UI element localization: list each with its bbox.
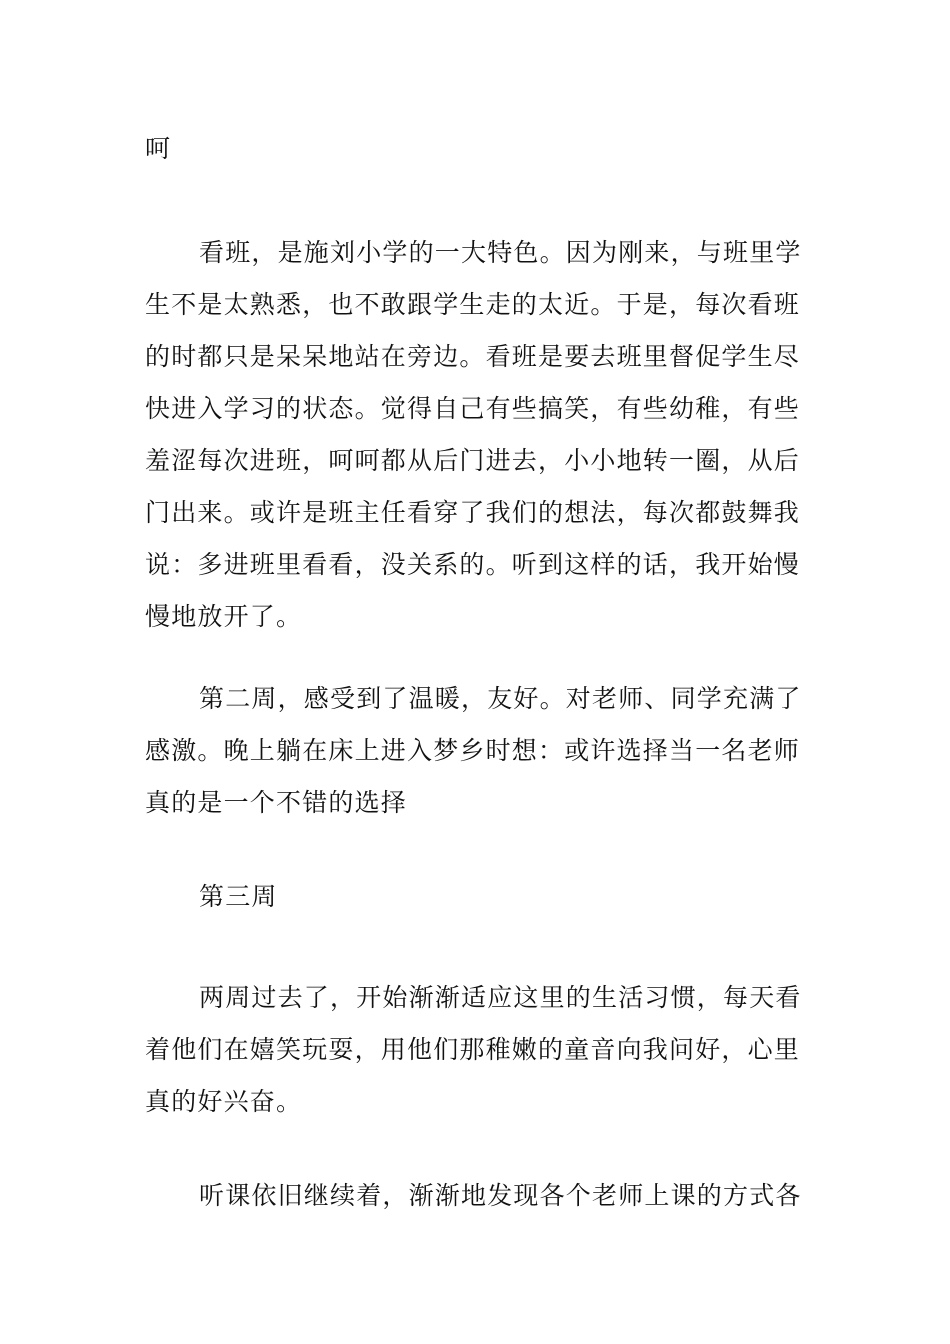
paragraph-lesson-observation: 听课依旧继续着，渐渐地发现各个老师上课的方式各 [199,1181,802,1210]
paragraph-fragment: 呵 [145,134,172,163]
paragraph-week-two: 第二周，感受到了温暖，友好。对老师、同学充满了感激。晚上躺在床上进入梦乡时想：或许选择当一名老师真的是一个不错的选择 [145,684,802,817]
paragraph-kanban: 看班，是施刘小学的一大特色。因为刚来，与班里学生不是太熟悉，也不敢跟学生走的太近。于是，每次看班的时都只是呆呆地站在旁边。看班是要去班里督促学生尽快进入学习的状态。觉得自己有些搞笑，有些幼稚，有些羞涩每次进班，呵呵都从后门进去，小小地转一圈，从后门出来。或许是班主任看穿了我们的想法，每次都鼓舞我说：多进班里看看，没关系的。听到这样的话，我开始慢慢地放开了。 [145,238,802,631]
section-heading-week-three: 第三周 [199,882,278,911]
paragraph-two-weeks: 两周过去了，开始渐渐适应这里的生活习惯，每天看着他们在嬉笑玩耍，用他们那稚嫩的童音向我问好，心里真的好兴奋。 [145,983,802,1116]
